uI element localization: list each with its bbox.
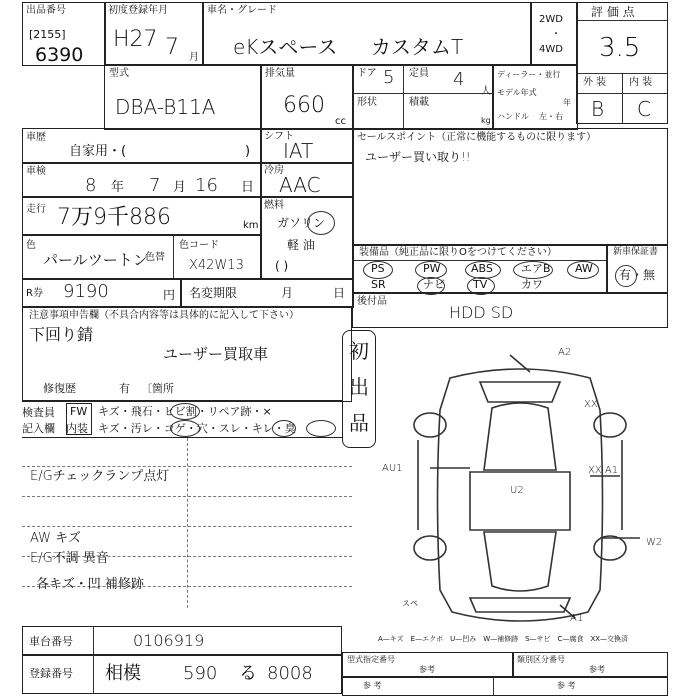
interior-label: 内 装 [629,77,653,88]
displacement-unit: cc [335,116,346,127]
color-code-label: 色コード [179,240,219,251]
lot-label: 出品番号 [26,5,66,16]
equip-tv: TV [473,278,488,291]
shape-label: 形状 [357,97,377,108]
mileage-value: 7万9千886 [57,205,171,230]
model-year-unit: 年 [563,98,571,107]
remarks-line3: E/G不調 異音 [30,551,109,566]
dealer-label: ディーラー・並行 [497,70,561,79]
lot-number: 6390 [35,44,84,66]
shift-value: IAT [283,139,314,163]
color-code: X42W13 [189,258,244,273]
diagram-mark-xx-top: XX [584,399,598,410]
category-ref: 参考 [589,665,605,674]
color-label: 色 [26,240,36,251]
inspection-box [22,162,262,198]
fuel-label: 燃料 [264,200,284,211]
plate-label: 登録番号 [29,667,73,680]
lot-sub-code: [2155] [29,28,66,41]
recycle-unit: 円 [163,288,176,302]
exterior-grade: B [591,97,605,121]
equipment-label: 装備品（純正品に限りOをつけてください） [359,247,557,258]
car-name: eKスペース [233,35,338,59]
first-listing-2: 出 [349,375,369,399]
name-change-box [180,278,354,308]
damage-legend: A—キズ E—エクボ U—凹み W—補修跡 S—サビ C—腐食 XX—交換済 [378,635,629,643]
sales-label: セールスポイント（正常に機能するものに限ります） [357,132,597,143]
sales-value: ユーザー買い取り!! [365,150,471,164]
warranty-label: 新車保証書 [613,247,659,257]
model-label: 型式 [109,68,129,79]
car-name-label: 車名・グレード [207,5,277,16]
equip-leather: カワ [521,278,543,291]
diagram-mark-a1-bottom: A1 [570,613,584,624]
footer-ref-2: 参 考 [557,681,576,690]
inspector-interior-tag: 内装 [66,422,88,435]
diagram-mark-u2: U2 [510,485,524,496]
mileage-label: 走行 [26,204,46,215]
color-value: パールツートン [43,251,148,269]
equip-aw: AW [575,262,593,275]
repair-close: 〔箇所 [141,382,174,395]
repair-label: 修復歴 [43,382,76,395]
load-unit: kg [481,116,491,125]
drive-box [530,2,578,66]
notes-label: 注意事項申告欄（不具合内容等は具体的に記入して下さい） [29,310,299,321]
equip-ps: PS [371,262,385,275]
color-box [22,234,262,280]
recycle-label: R券 [26,288,43,299]
registration-month: 7 [165,35,179,60]
model-year-label: モデル年式 [497,88,537,97]
equip-pw: PW [423,262,441,275]
notes-handwritten: 下回り錆 [29,325,94,344]
diagram-mark-w2: W2 [646,537,663,548]
plate-region: 相模 [105,663,141,684]
equip-navi: ナビ [423,278,445,291]
sales-box [352,128,668,246]
name-change-day: 日 [333,286,346,300]
drive-2wd: 2WD [539,14,563,25]
footer-ref-box [342,676,668,696]
dealer-box [492,64,578,130]
footer-ref-1: 参 考 [363,681,382,690]
car-grade: カスタムT [371,35,464,59]
registration-year: H27 [113,27,158,52]
score-value: 3.5 [599,33,641,63]
fuel-other: ( ) [275,259,289,273]
plate-box [22,654,342,694]
retrofit-value: HDD SD [449,303,514,322]
drive-dot: ・ [551,29,561,40]
inspector-label: 検査員記入欄 [22,406,55,435]
doors-value: 5 [383,67,395,88]
warranty-value: 有・無 [619,268,656,282]
category-label: 類別区分番号 [517,655,565,664]
exterior-label: 外 装 [583,77,607,88]
spec-box [352,64,494,130]
inspection-day-unit: 日 [241,180,255,195]
notes-stamp: ユーザー買取車 [163,345,269,363]
shift-label: シフト [264,131,294,142]
registration-label: 初度登録年月 [108,5,168,16]
remarks-area [22,438,352,608]
score-label: 評 価 点 [591,5,635,19]
name-change-label: 名変期限 [189,286,238,300]
equip-airbag: エアB [521,262,551,275]
type-designation-ref: 参考 [419,665,435,674]
registration-month-unit: 月 [189,52,199,63]
equipment-box [352,244,608,294]
first-listing-3: 品 [349,411,369,435]
inspection-day: 16 [195,175,218,196]
capacity-label: 定員 [409,68,429,79]
load-label: 積載 [409,97,429,108]
history-label: 車歴 [26,132,46,143]
plate-serial: 8008 [267,663,313,684]
warranty-box [606,244,668,294]
recycle-box [22,278,182,308]
inspector-row1: キズ・飛石・ヒビ割・リペア跡・× [98,405,272,418]
chassis-value: 0106919 [133,631,205,650]
remarks-line2: AW キズ [30,531,81,546]
plate-num: 590 [183,663,218,684]
inspector-row2: キズ・汚レ・コゲ・穴・スレ・キレ・臭 [98,422,296,435]
handle-value: 左・右 [539,112,563,121]
inspection-year-unit: 年 [111,180,125,195]
capacity-value: 4 [453,69,465,90]
fuel-box [260,196,354,280]
type-designation-box [342,652,514,678]
name-change-month: 月 [281,286,294,300]
inspection-month: 7 [149,175,161,196]
displacement-box [260,64,354,130]
color-repaint-label: 色替 [145,252,165,263]
equip-abs: ABS [471,262,493,275]
type-designation-label: 型式指定番号 [347,655,395,664]
diagram-mark-spare: スペ [402,599,418,608]
history-close: ) [245,144,251,159]
repair-value: 有 [119,382,130,395]
drive-4wd: 4WD [539,44,563,55]
inspector-box [22,400,342,438]
chassis-label: 車台番号 [29,635,73,648]
inspector-fw-tag: FW [70,405,88,418]
ac-value: AAC [279,173,321,197]
mileage-unit: km [243,220,259,231]
first-listing-1: 初 [349,339,369,363]
notes-box [22,306,352,402]
fuel-gasoline: ガソリン [277,216,326,230]
model-value: DBA-B11A [115,95,216,119]
ac-box [260,162,354,198]
fuel-gasoline-circle [307,211,335,235]
remarks-line1: E/Gチェックランプ点灯 [30,469,170,484]
car-name-box [202,2,532,66]
interior-grade: C [637,97,651,121]
diagram-mark-xx-a1: XX A1 [588,465,619,476]
mileage-box [22,196,262,236]
registration-box [104,2,204,66]
retrofit-box [352,292,668,328]
lot-box [22,2,106,66]
equip-sr: SR [371,278,386,291]
diagram-mark-a2: A2 [558,347,572,358]
fuel-diesel: 軽 油 [287,238,315,252]
inspection-month-unit: 月 [173,180,187,195]
score-box [576,2,668,124]
model-box [104,64,262,130]
displacement-label: 排気量 [265,68,295,79]
recycle-value: 9190 [63,281,109,302]
ac-label: 冷房 [264,165,284,176]
chassis-box [22,626,342,656]
diagram-mark-au1: AU1 [382,463,403,474]
category-box [512,652,668,678]
retrofit-label: 後付品 [357,296,387,307]
history-value: 自家用・( [69,144,127,159]
remarks-line4: 各キズ・凹 補修跡 [36,577,144,592]
inspection-label: 車検 [26,166,46,177]
displacement-value: 660 [283,93,325,118]
first-listing-stamp [342,330,376,448]
doors-label: ドア [357,68,377,79]
inspection-year: 8 [85,175,97,196]
handle-label: ハンドル [497,112,529,121]
capacity-unit: 人 [481,86,491,97]
shift-box [260,128,354,164]
history-box [22,128,262,164]
plate-kana: る [239,663,257,684]
